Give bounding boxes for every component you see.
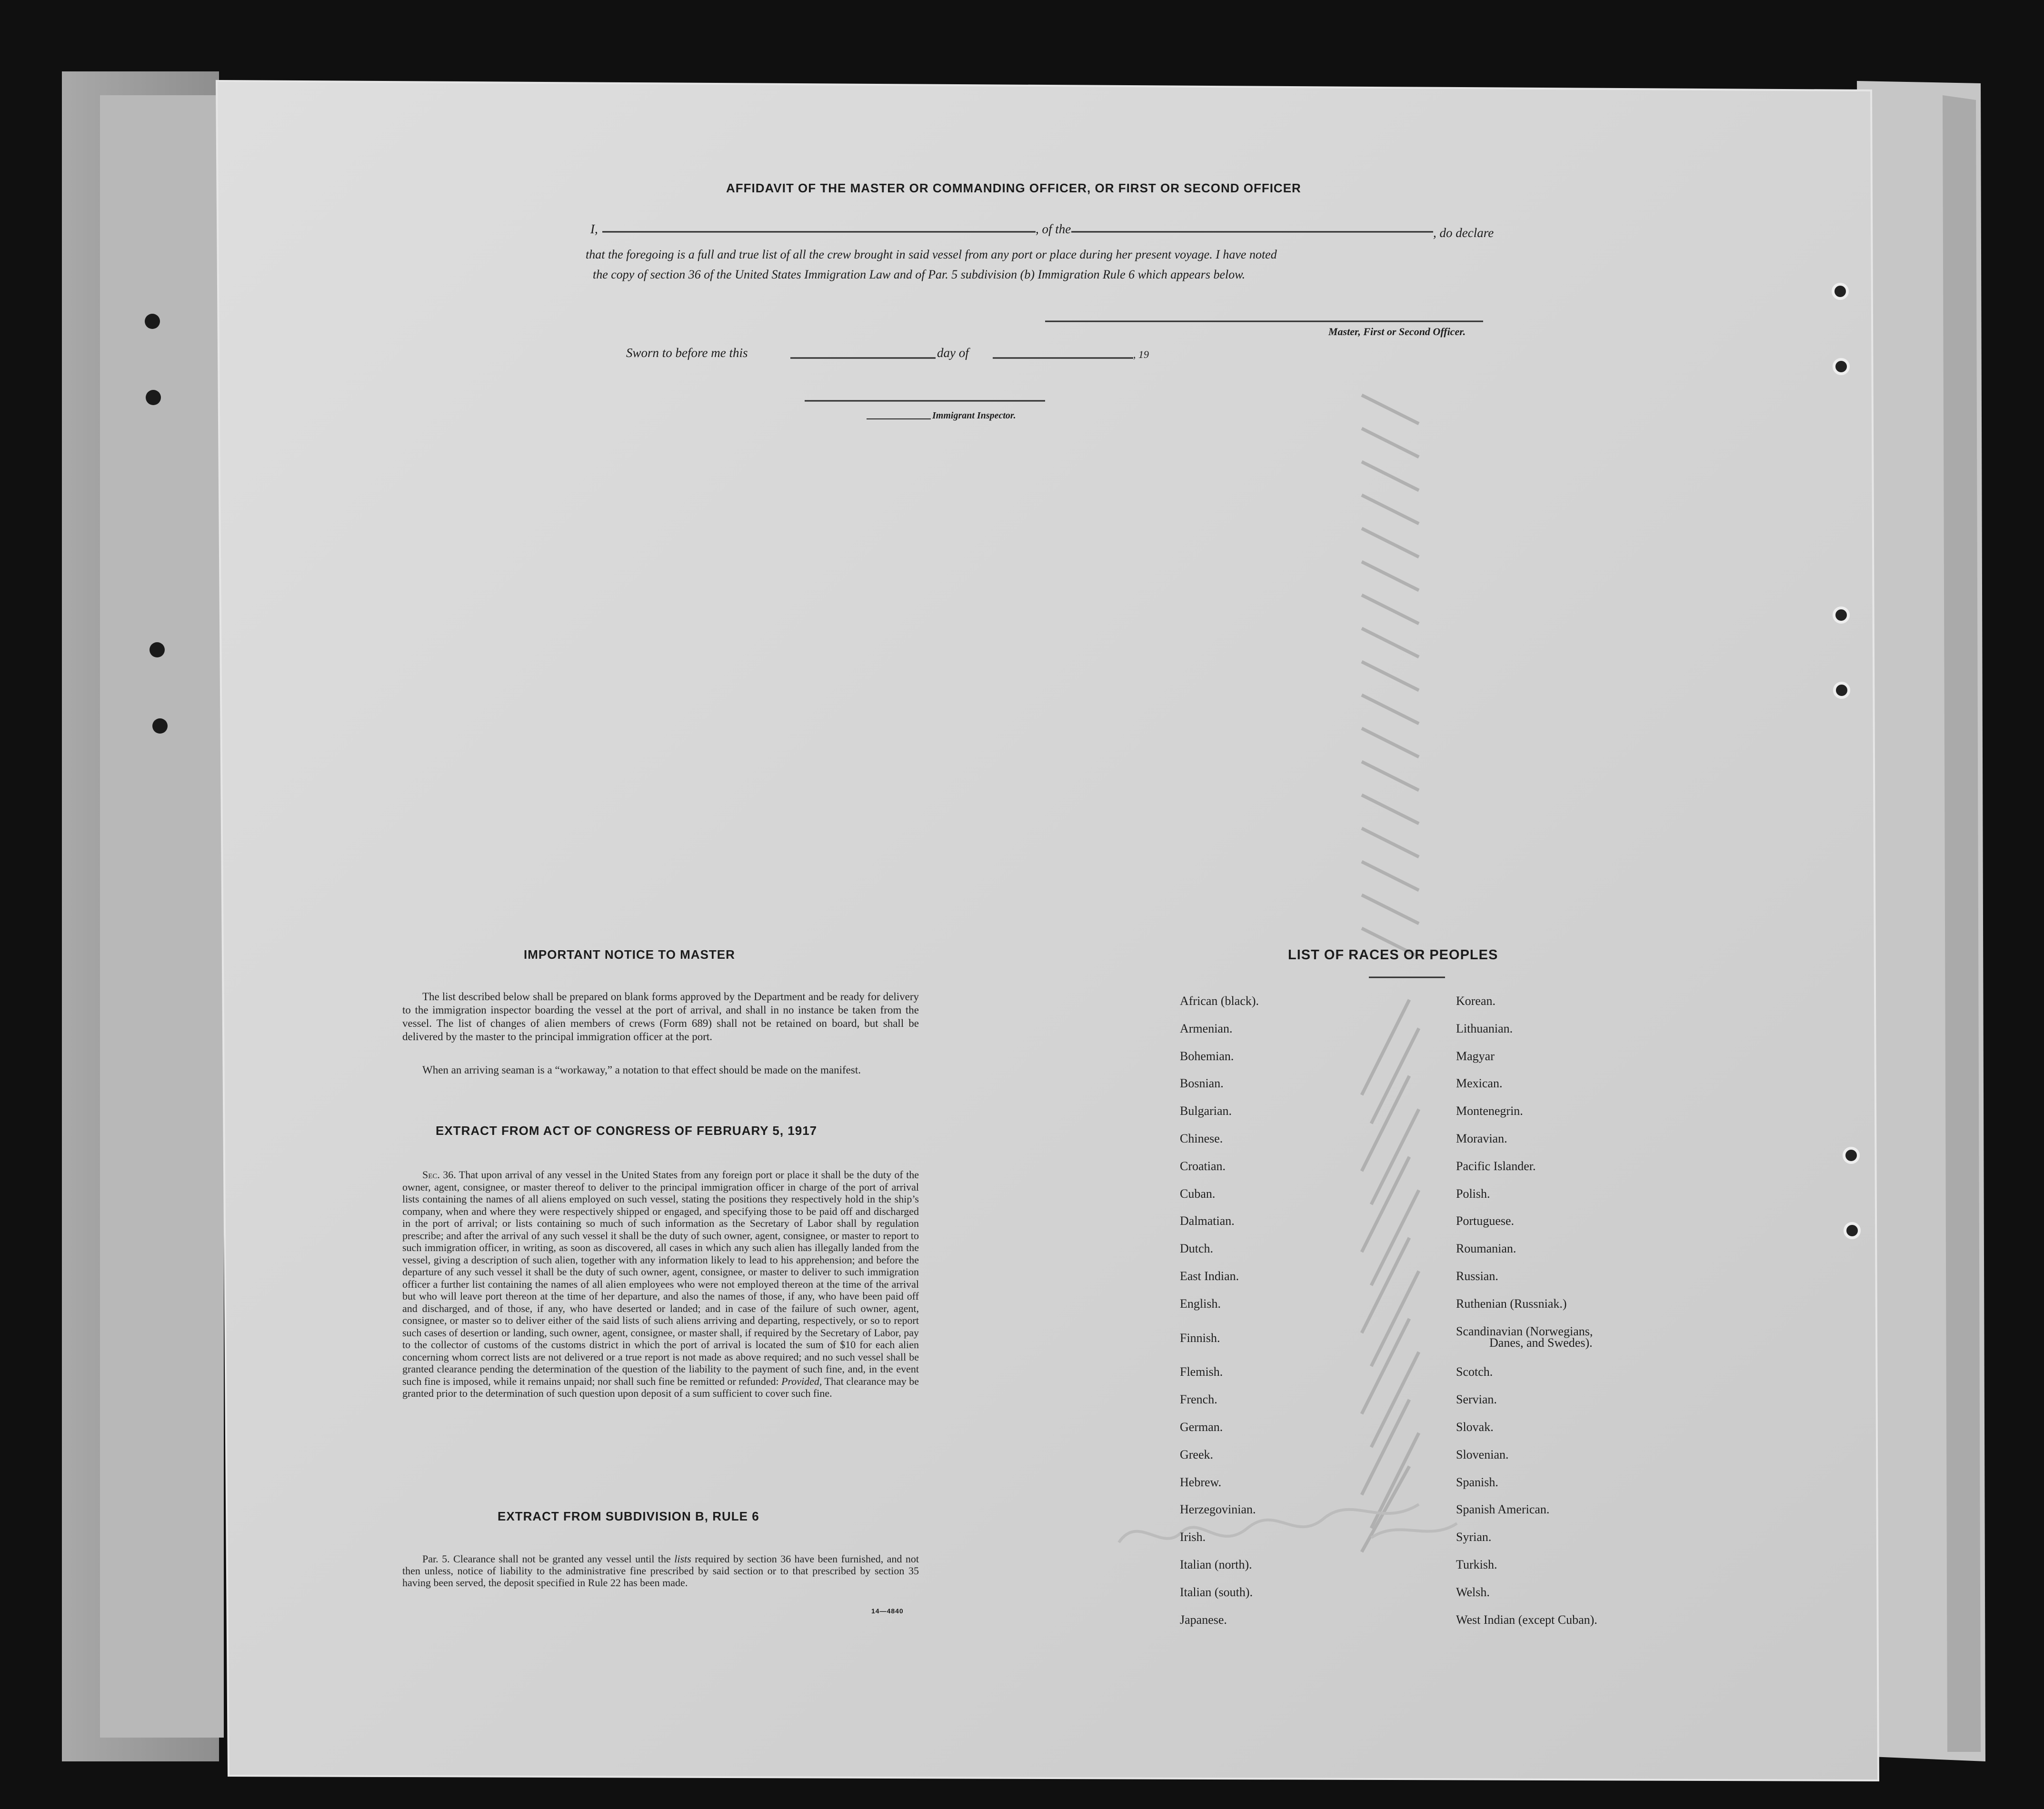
rule-lists-word: lists	[674, 1553, 691, 1565]
affidavit-do-declare: , do declare	[1433, 226, 1494, 240]
race-item: Roumanian.	[1456, 1242, 1516, 1256]
race-item: Finnish.	[1180, 1331, 1220, 1345]
race-item: Bohemian.	[1180, 1049, 1234, 1063]
race-item: Montenegrin.	[1456, 1104, 1523, 1118]
race-item: Mexican.	[1456, 1076, 1503, 1091]
race-item: Portuguese.	[1456, 1214, 1515, 1228]
race-item: Slovak.	[1456, 1420, 1494, 1434]
inspector-caption: Immigrant Inspector.	[932, 410, 1016, 421]
affidavit-line-2: that the foregoing is a full and true list of all the crew brought in said vessel from any port or place during her present voyage. I have noted	[586, 248, 1277, 261]
race-item: Flemish.	[1180, 1365, 1223, 1379]
race-item: Croatian.	[1180, 1159, 1226, 1173]
race-item: Moravian.	[1456, 1132, 1507, 1145]
affidavit-line-3: the copy of section 36 of the United States Immigration Law and of Par. 5 subdivision (b) Immigration Rule 6 which appears below.	[593, 268, 1246, 281]
sworn-prefix: Sworn to before me this	[626, 346, 748, 360]
underlying-page-right-edge	[1943, 95, 1981, 1752]
act-extract-body	[402, 1169, 919, 1400]
race-item: Welsh.	[1456, 1585, 1490, 1599]
rule-body-b: required by section 36 have been furnished, and not then unless, notice of liability to the administrative fine prescribed by said section or to that prescribed by section 35 having been served, the deposit specified in Rule 22 has been made.	[402, 1553, 919, 1589]
race-item: East Indian.	[1180, 1269, 1239, 1283]
notice-paragraph-2: When an arriving seaman is a “workaway,” a notation to that effect should be made on the manifest.	[422, 1064, 861, 1076]
race-item: Dutch.	[1180, 1242, 1214, 1256]
race-item: Spanish.	[1456, 1475, 1498, 1489]
signature-caption: Master, First or Second Officer.	[1328, 326, 1466, 338]
race-item: Japanese.	[1180, 1612, 1227, 1627]
race-item: Italian (north).	[1180, 1558, 1252, 1571]
race-item: Turkish.	[1456, 1558, 1497, 1571]
race-item: Bulgarian.	[1180, 1104, 1232, 1118]
race-item: West Indian (except Cuban).	[1456, 1612, 1597, 1627]
race-item: Bosnian.	[1180, 1076, 1224, 1091]
affidavit-i-prefix: I,	[590, 222, 598, 236]
race-item: Armenian.	[1180, 1021, 1233, 1035]
race-item: Hebrew.	[1180, 1475, 1222, 1489]
sworn-year-prefix: , 19	[1133, 348, 1149, 360]
race-item: Ruthenian (Russniak.)	[1456, 1296, 1567, 1311]
notice-paragraph-1: The list described below shall be prepared on blank forms approved by the Department and be ready for delivery to the immigration inspector boarding the vessel at the port of arrival, and shall in no instance be taken from the vessel. The list of changes of alien members of crews (Form 689) shall not be retained on board, but shall be delivered by the master to the principal immigration officer at the port.	[402, 991, 919, 1043]
act-section-label: Sec. 36.	[422, 1169, 456, 1181]
race-item: German.	[1180, 1420, 1223, 1434]
race-item: Syrian.	[1456, 1530, 1492, 1544]
act-extract-title: EXTRACT FROM ACT OF CONGRESS OF FEBRUARY 5, 1917	[436, 1123, 818, 1138]
race-item: Slovenian.	[1456, 1447, 1509, 1461]
form-number: 14—4840	[871, 1607, 904, 1615]
rule-body-a: Par. 5. Clearance shall not be granted any vessel until the	[422, 1553, 671, 1565]
race-item: Scandinavian (Norwegians,	[1456, 1324, 1593, 1338]
act-body-text: That upon arrival of any vessel in the United States from any foreign port or place it shall be the duty of the owner, agent, consignee, or master thereof to deliver to the principal immigration officer in charge of the port of arrival lists containing the names of all aliens employed on such vessel, stating the positions they respectively hold in the ship’s company, when and where they were respectively shipped or engaged, and specifying those to be paid off and discharged in the port of arrival; or lists containing so much of such information as the Secretary of Labor shall by regulation prescribe; and after the arrival of any such vessel it shall be the duty of such owner, agent, consignee, or master to report to such immigration officer, in writing, as soon as discovered, all cases in which any such alien has illegally landed from the vessel, giving a description of such alien, together with any information likely to lead to his apprehension; and before the departure of any such vessel it shall be the duty of such owner, agent, consignee, or master to deliver to such immigration officer a further list containing the names of all alien employees who were not employed thereon at the time of the arrival but who will leave port thereon at the time of her departure, and also the names of those, if any, who have been paid off and discharged, and of those, if any, who have deserted or landed; and in case of the failure of such owner, agent, consignee, or master so to deliver either of the said lists of such aliens arriving and departing, respectively, or so to report such cases of desertion or landing, such owner, agent, consignee, or master shall, if required by the Secretary of Labor, pay to the collector of customs of the customs district in which the port of arrival is located the sum of $10 for each alien concerning whom correct lists are not delivered or a true report is not made as above required; and no such vessel shall be granted clearance pending the determination of the question of the liability to the payment of such fine, and, in the event such fine is imposed, while it remains unpaid; nor shall such fine be remitted or refunded:	[402, 1169, 919, 1387]
document-page	[217, 81, 1878, 1780]
act-provided-label: Provided,	[781, 1375, 822, 1387]
sworn-day-of: day of	[937, 346, 969, 360]
race-item: Pacific Islander.	[1456, 1159, 1536, 1173]
race-item: Magyar	[1456, 1049, 1495, 1063]
affidavit-of-the: , of the	[1036, 222, 1071, 236]
race-item: Servian.	[1456, 1392, 1497, 1407]
race-item: Chinese.	[1180, 1132, 1223, 1145]
rule-extract-body	[402, 1553, 919, 1589]
race-item: Cuban.	[1180, 1186, 1216, 1201]
race-item: Herzegovinian.	[1180, 1502, 1256, 1517]
race-item: Spanish American.	[1456, 1502, 1550, 1517]
race-item: Dalmatian.	[1180, 1214, 1235, 1228]
act-body-end: That clearance may be granted prior to the determination of such question upon deposit of a sum sufficient to cover such fine.	[402, 1375, 919, 1399]
race-item: Polish.	[1456, 1186, 1490, 1201]
affidavit-title: AFFIDAVIT OF THE MASTER OR COMMANDING OFFICER, OR FIRST OR SECOND OFFICER	[726, 181, 1301, 195]
race-item: French.	[1180, 1392, 1217, 1407]
notice-title: IMPORTANT NOTICE TO MASTER	[524, 947, 735, 962]
race-item: Italian (south).	[1180, 1585, 1253, 1599]
race-item: Greek.	[1180, 1447, 1214, 1461]
race-item: Danes, and Swedes).	[1489, 1335, 1593, 1350]
race-item: English.	[1180, 1296, 1221, 1311]
race-item: African (black).	[1180, 994, 1259, 1008]
race-item: Scotch.	[1456, 1365, 1493, 1379]
underlying-page-left-inner	[100, 95, 224, 1738]
rule-extract-title: EXTRACT FROM SUBDIVISION B, RULE 6	[498, 1509, 759, 1523]
race-item: Russian.	[1456, 1269, 1498, 1283]
races-title: LIST OF RACES OR PEOPLES	[1288, 947, 1498, 963]
race-item: Korean.	[1456, 994, 1496, 1008]
race-item: Irish.	[1180, 1530, 1206, 1544]
race-item: Lithuanian.	[1456, 1021, 1513, 1035]
